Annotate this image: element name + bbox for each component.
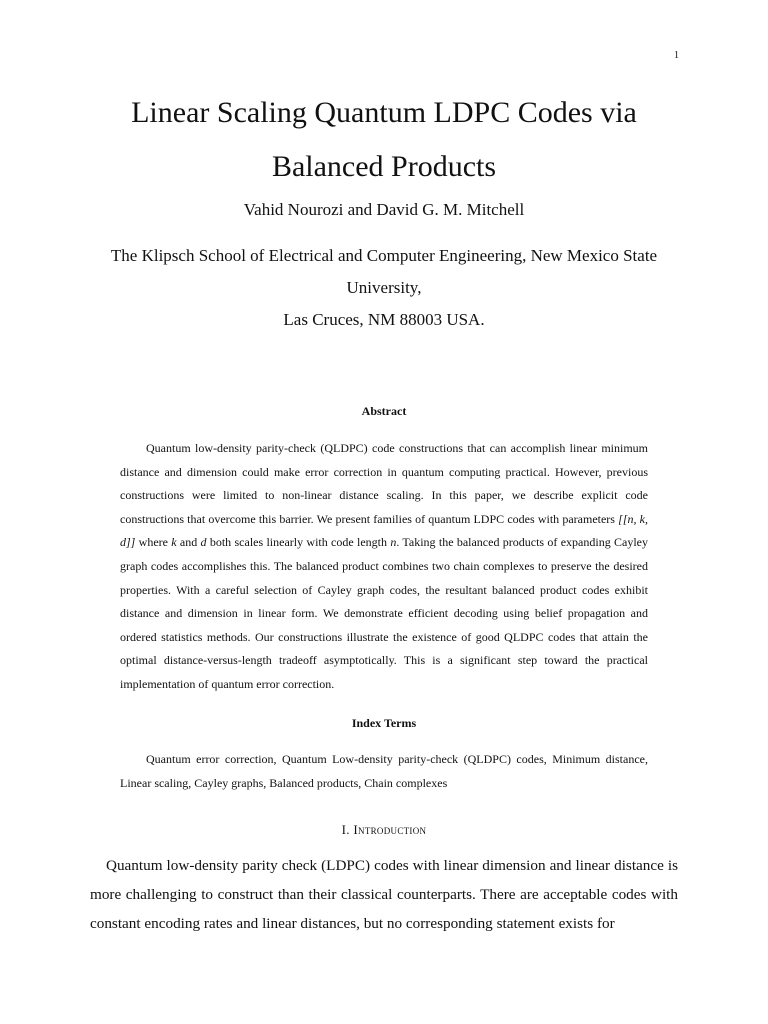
- introduction-title: Introduction: [353, 822, 427, 837]
- paper-title: [0, 86, 768, 194]
- index-terms-heading: Index Terms: [351, 716, 417, 730]
- authors: Vahid Nourozi and David G. M. Mitchell: [243, 200, 525, 219]
- affiliation: [80, 240, 688, 336]
- math-d: d: [200, 535, 207, 550]
- abstract-body: [120, 437, 648, 697]
- abstract-text-5: . Taking the balanced products of expanding Cayley graph codes accomplishes this. The balanced product combines two chain complexes to preserve the desired properties. With a careful selection of Cayley graph codes, the resultant balanced product codes exhibit distance and dimension in linear form. We demonstrate efficient decoding using belief propagation and ordered statistics methods. Our constructions illustrate the existence of good QLDPC codes that attain the optimal distance-versus-length tradeoff asymptotically. This is a significant step toward the practical implementation of quantum error correction.: [120, 535, 648, 691]
- introduction-numeral: I.: [341, 822, 350, 837]
- affiliation-line-1: The Klipsch School of Electrical and Computer Engineering, New Mexico State: [110, 246, 658, 265]
- title-line-2: Balanced Products: [271, 150, 497, 183]
- introduction-heading: [0, 822, 768, 838]
- abstract-heading: Abstract: [361, 404, 407, 418]
- page-number: 1: [674, 50, 679, 61]
- abstract-text-3: and: [176, 535, 201, 550]
- index-terms-body: Quantum error correction, Quantum Low-density parity-check (QLDPC) codes, Minimum distance, Linear scaling, Cayley graphs, Balanced products, Chain complexes: [120, 752, 648, 790]
- abstract-text-1: Quantum low-density parity-check (QLDPC) code constructions that can accomplish linear minimum distance and dimension could make error correction in quantum computing practical. However, previous constructions were limited to non-linear distance scaling. In this paper, we describe explicit code constructions that overcome this barrier. We present families of quantum LDPC codes with parameters: [120, 441, 648, 526]
- math-k: k: [171, 535, 177, 550]
- title-line-1: Linear Scaling Quantum LDPC Codes via: [131, 96, 637, 129]
- math-params: [[n, k, d]]: [120, 511, 648, 550]
- affiliation-line-2: University,: [346, 278, 422, 297]
- math-n: n: [390, 535, 397, 550]
- affiliation-line-3: Las Cruces, NM 88003 USA.: [283, 310, 485, 329]
- abstract-text-4: both scales linearly with code length: [206, 535, 391, 550]
- abstract-text-2: where: [135, 535, 172, 550]
- introduction-body: Quantum low-density parity check (LDPC) codes with linear dimension and linear distance is more challenging to construct than their classical counterparts. There are acceptable codes with constant encoding rates and linear distances, but no corresponding statement exists for: [90, 857, 678, 932]
